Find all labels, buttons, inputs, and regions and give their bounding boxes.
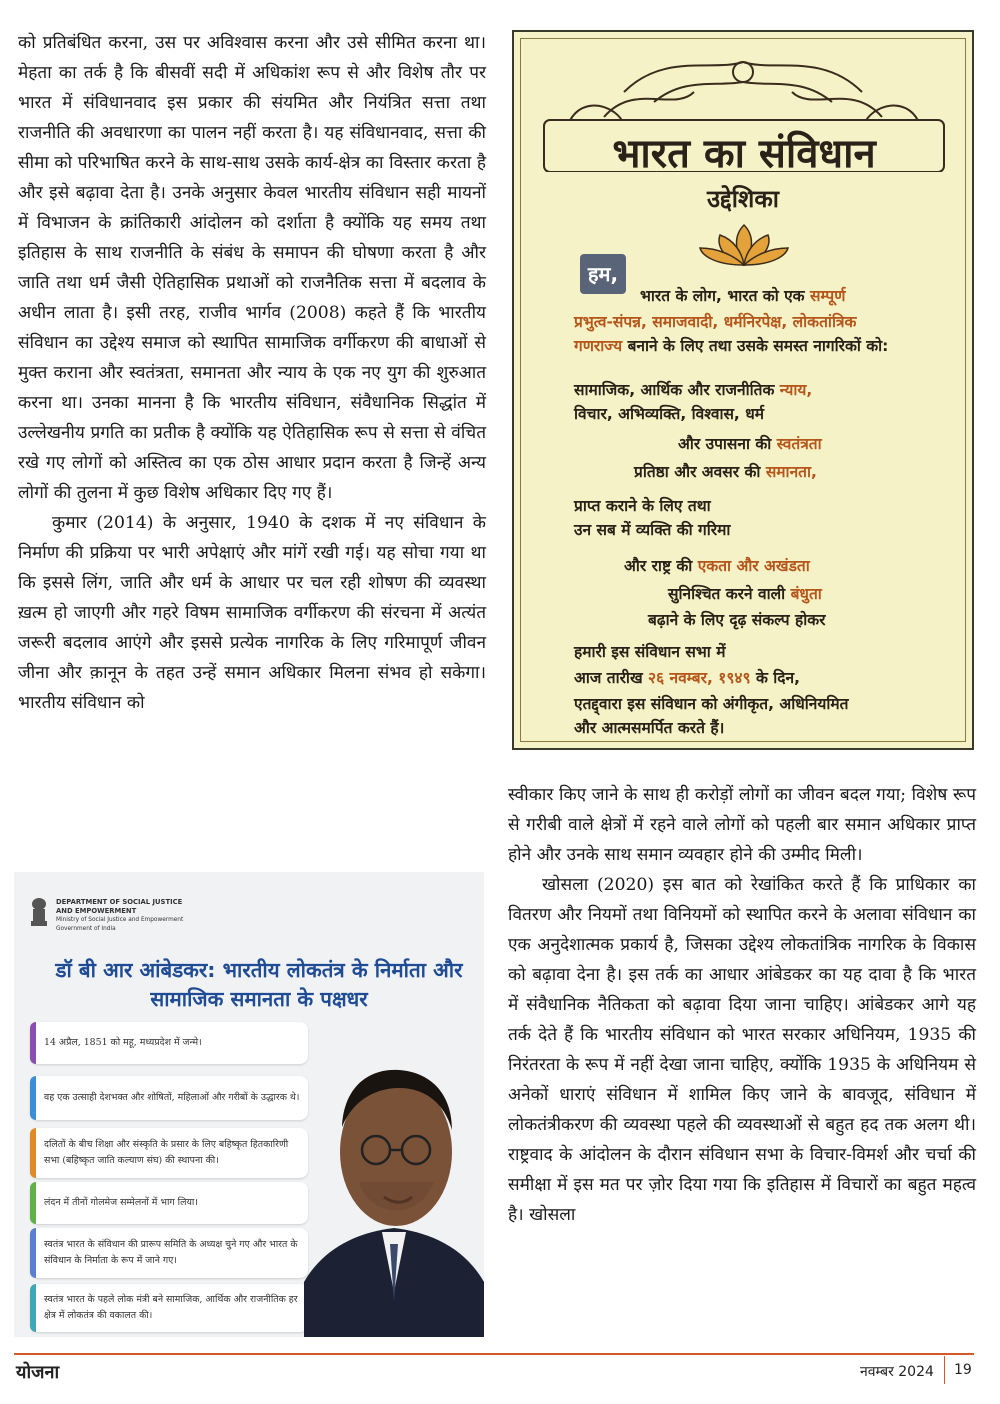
preamble-line: बढ़ाने के लिए दृढ़ संकल्प होकर [648,611,826,629]
preamble-line: विचार, अभिव्यक्ति, विश्वास, धर्म [574,405,765,423]
fact-card: स्वतंत्र भारत के पहले लोक मंत्री बने सामाजिक, आर्थिक और राजनीतिक हर क्षेत्र में लोकतंत्र की वकालत की। [30,1284,308,1332]
card-accent [30,1076,36,1120]
left-column [18,28,486,718]
preamble-line: और उपासना की स्वतंत्रता [678,435,822,453]
left-paragraph-1: को प्रतिबंधित करना, उस पर अविश्वास करना और उसे सीमित करना था। मेहता का तर्क है कि बीसवीं सदी में अधिकांश रूप से और विशेष तौर पर भारत में संविधानवाद इस प्रकार की संयमित और नियंत्रित सत्ता तथा राजनीति की अवधारणा का पालन नहीं करता है। यह संविधानवाद, सत्ता की सीमा को परिभाषित करने के साथ-साथ उसके कार्य-क्षेत्र का विस्तार करता है और इसे बढ़ावा देता है। उनके अनुसार केवल भारतीय संविधान सही मायनों में विभाजन के क्रांतिकारी आंदोलन को दर्शाता है क्योंकि यह समय तथा इतिहास के साथ राजनीति के संबंध के समापन की घोषणा करता है और जाति तथा धर्म जैसी ऐतिहासिक प्रथाओं को राजनैतिक सत्ता में बदलाव के अधीन लाता है। इसी तरह, राजीव भार्गव (2008) कहते हैं कि भारतीय संविधान का उद्देश्य समाज को स्थापित सामाजिक वर्गीकरण की बाधाओं से मुक्त कराना और स्वतंत्रता, समानता और न्याय के एक नए युग की शुरुआत करना था। उनका मानना है कि भारतीय संविधान, संवैधानिक सिद्धांत में उल्लेखनीय प्रगति का प्रतीक है क्योंकि यह ऐतिहासिक रूप से सत्ता से वंचित रखे गए लोगों को अस्तित्व का एक ठोस आधार प्रदान करता है जिन्हें अन्य लोगों की तुलना में कुछ विशेष अधिकार दिए गए हैं। [18,33,486,503]
preamble-line: हमारी इस संविधान सभा में [574,643,726,661]
fact-card: दलितों के बीच शिक्षा और संस्कृति के प्रसार के लिए बहिष्कृत हितकारिणी सभा (बहिष्कृत जाति कल्याण संघ) की स्थापना की। [30,1128,308,1178]
right-column [508,780,976,1230]
national-emblem-icon [28,896,50,930]
preamble-line: सुनिश्चित करने वाली बंधुता [668,585,822,603]
fact-card: वह एक उत्साही देशभक्त और शोषितों, महिलाओं और गरीबों के उद्धारक थे। [30,1076,308,1120]
page-number-divider [944,1356,945,1384]
card-accent [30,1228,36,1278]
preamble-line: प्रभुत्व-संपन्न, समाजवादी, धर्मनिरपेक्ष, लोकतांत्रिक [574,313,857,331]
preamble-line: प्राप्त कराने के लिए तथा [574,497,711,515]
preamble-line: प्रतिष्ठा और अवसर की समानता, [634,463,817,481]
preamble-line: आज तारीख २६ नवम्बर, १९४९ के दिन, [574,669,800,687]
preamble-line: एतद्द्वारा इस संविधान को अंगीकृत, अधिनियमित [574,695,849,713]
card-accent [30,1128,36,1178]
preamble-line: गणराज्य बनाने के लिए तथा उसके समस्त नागरिकों को: [574,337,889,355]
fact-card: लंदन में तीनों गोलमेज सम्मेलनों में भाग लिया। [30,1182,308,1224]
card-accent [30,1022,36,1064]
ambedkar-infographic [14,872,484,1337]
preamble-line: उन सब में व्यक्ति की गरिमा [574,521,731,539]
card-accent [30,1284,36,1332]
fact-card: स्वतंत्र भारत के संविधान की प्रारूप समिति के अध्यक्ष चुने गए और भारत के संविधान के निर्माता के रूप में जाने गए। [30,1228,308,1278]
card-accent [30,1182,36,1224]
preamble-line: और राष्ट्र की एकता और अखंडता [624,557,810,575]
preamble-line: सामाजिक, आर्थिक और राजनीतिक न्याय, [574,381,813,399]
left-paragraph-2: कुमार (2014) के अनुसार, 1940 के दशक में नए संविधान के निर्माण की प्रक्रिया पर भारी अपेक्षाएं और मांगें रखी गई। यह सोचा गया था कि इससे लिंग, जाति और धर्म के आधार पर चल रही शोषण की व्यवस्था ख़त्म हो जाएगी और गहरे विषम सामाजिक वर्गीकरण की संरचना में अत्यंत जरूरी बदलाव आएंगे और इससे प्रत्येक नागरिक के लिए गरिमापूर्ण जीवन जीना और क़ानून के तहत उन्हें समान अधिकार मिलना संभव हो सकेगा। भारतीय संविधान को [18,513,486,713]
preamble-subtitle: उद्देशिका [707,185,779,213]
infographic-title: डॉ बी आर आंबेडकर: भारतीय लोकतंत्र के निर्माता और सामाजिक समानता के पक्षधर [55,958,463,1011]
right-paragraph-2: खोसला (2020) इस बात को रेखांकित करते हैं कि प्राधिकार का वितरण और नियमों तथा विनियमों को स्थापित करने के अलावा संविधान का एक अनुदेशात्मक प्रकार्य है, जिसका उद्देश्य लोकतांत्रिक नागरिक के विकास को बढ़ावा देना है। इस तर्क का आधार आंबेडकर का यह दावा है कि भारत में संवैधानिक नैतिकता को बढ़ावा दिया जाना चाहिए। आंबेडकर आगे यह तर्क देते हैं कि भारतीय संविधान को भारत सरकार अधिनियम, 1935 की निरंतरता के रूप में नहीं देखा जाना चाहिए, क्योंकि 1935 के अधिनियम से अनेकों धाराएं संविधान में शामिल किए जाने के बावजूद, संविधान में लोकतंत्रीकरण की व्यवस्था पहले की व्यवस्थाओं से बहुत हद तक अलग थी। राष्ट्रवाद के आंदोलन के दौरान संविधान सभा के विचार-विमर्श और चर्चा की समीक्षा में इस मत पर ज़ोर दिया गया कि इतिहास में विचारों का बहुत महत्व है। खोसला [508,875,976,1225]
magazine-name: योजना [16,1362,60,1383]
preamble-title: भारत का संविधान [612,131,876,177]
hum-emblem: हम, [580,254,626,294]
preamble-line: भारत के लोग, भारत को एक सम्पूर्ण [640,287,846,305]
ambedkar-portrait [304,1032,484,1337]
department-logo: DEPARTMENT OF SOCIAL JUSTICE AND EMPOWERMENT Ministry of Social Justice and Empowerment Government of India [56,898,184,932]
preamble-image [512,30,974,750]
lotus-icon [694,220,794,270]
issue-date: नवम्बर 2024 [860,1364,934,1380]
fact-card: 14 अप्रैल, 1851 को महू, मध्यप्रदेश में जन्मे। [30,1022,308,1064]
page-number: 19 [954,1362,972,1378]
preamble-line: और आत्मसमर्पित करते हैं। [574,719,725,737]
footer-divider [14,1353,974,1355]
right-paragraph-1: स्वीकार किए जाने के साथ ही करोड़ों लोगों का जीवन बदल गया; विशेष रूप से गरीबी वाले क्षेत्रों में रहने वाले लोगों को पहली बार समान अधिकार प्राप्त होने और उनके साथ समान व्यवहार होने की उम्मीद मिली। [508,785,976,865]
